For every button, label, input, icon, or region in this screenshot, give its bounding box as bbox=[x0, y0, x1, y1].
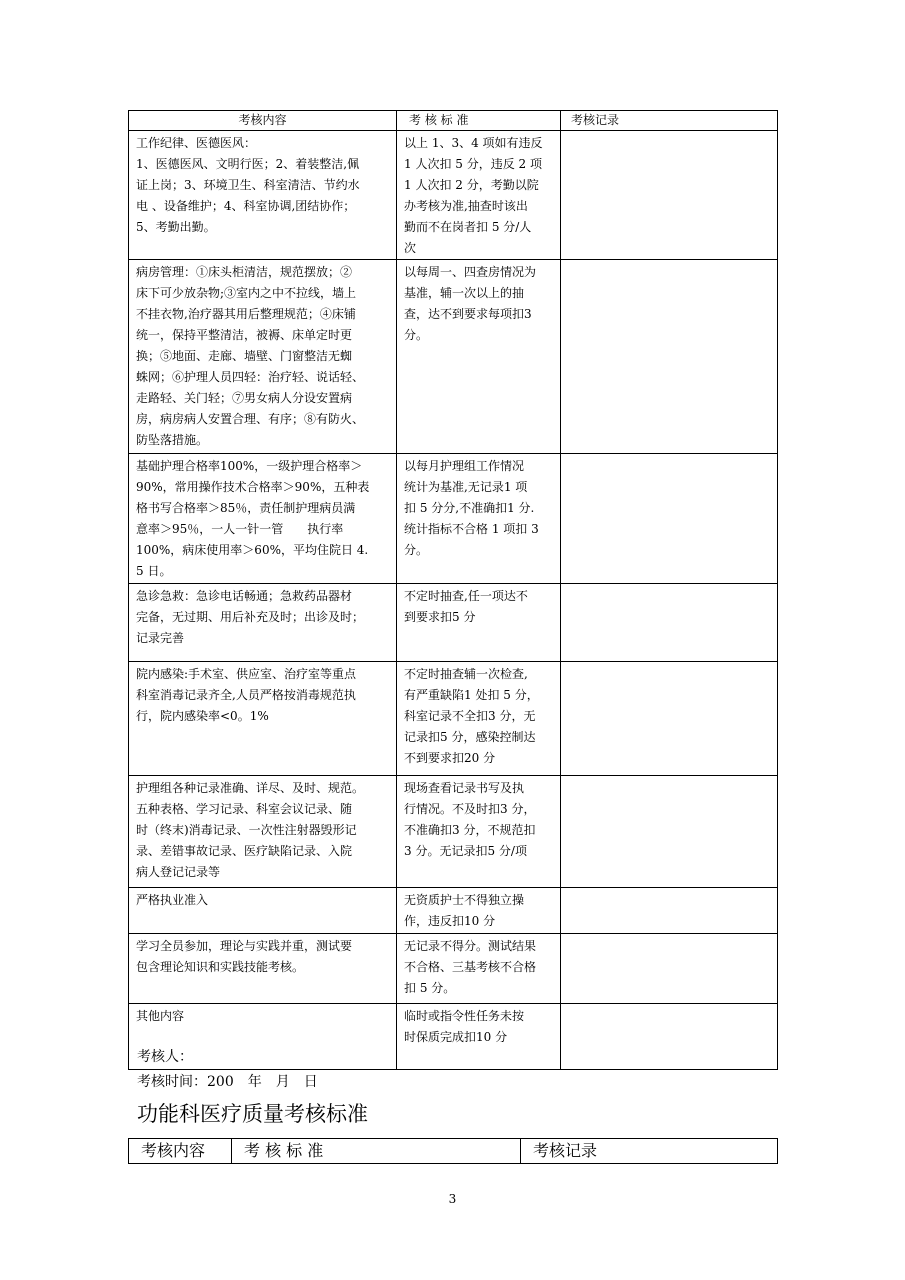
assessment-table bbox=[128, 110, 778, 1070]
record-cell[interactable] bbox=[561, 131, 778, 260]
sub-table-header-row bbox=[129, 1139, 778, 1164]
standard-cell bbox=[397, 776, 561, 888]
content-cell bbox=[129, 584, 397, 662]
assessment-time: 考核时间：200 年 月 日 bbox=[137, 1074, 318, 1090]
standard-cell bbox=[397, 662, 561, 776]
content-cell-line: 证上岗；3、环境卫生、科室清洁、节约水 bbox=[136, 178, 360, 192]
standard-cell-line: 有严重缺陷1 处扣 5 分， bbox=[404, 688, 539, 702]
standard-cell-line: 办考核为准,抽查时该出 bbox=[404, 199, 528, 213]
standard-cell-line: 分。 bbox=[404, 328, 429, 342]
standard-cell-line: 扣 5 分。 bbox=[404, 981, 456, 995]
standard-cell-line: 作，违反扣10 分 bbox=[404, 914, 496, 928]
content-cell-line: 5、考勤出勤。 bbox=[136, 220, 216, 234]
standard-cell-line: 以每周一、四查房情况为 bbox=[404, 265, 537, 279]
standard-cell-line: 勤而不在岗者扣 5 分/人 bbox=[404, 220, 532, 234]
standard-cell-line: 基准，辅一次以上的抽 bbox=[404, 286, 525, 300]
record-cell[interactable] bbox=[561, 260, 778, 454]
standard-cell-line: 统计为基准,无记录1 项 bbox=[404, 480, 528, 494]
standard-cell bbox=[397, 934, 561, 1004]
assessor-label: 考核人： bbox=[137, 1049, 193, 1065]
content-cell-line: 5 日。 bbox=[136, 564, 172, 578]
sub-assessment-table bbox=[128, 1138, 778, 1164]
content-cell-line: 90%，常用操作技术合格率＞90%，五种表 bbox=[136, 480, 370, 494]
content-cell-line: 记录完善 bbox=[136, 631, 185, 645]
standard-cell-line: 1 人次扣 5 分，违反 2 项 bbox=[404, 157, 542, 171]
standard-cell bbox=[397, 454, 561, 584]
content-cell-line: 录、差错事故记录、医疗缺陷记录、入院 bbox=[136, 844, 353, 858]
table-row bbox=[129, 934, 778, 1004]
content-cell-line: 严格执业准入 bbox=[136, 893, 209, 907]
content-cell-line: 急诊急救：急诊电话畅通；急救药品器材 bbox=[136, 589, 353, 603]
content-cell-line: 完备，无过期、用后补充及时；出诊及时； bbox=[136, 610, 365, 624]
standard-cell-line: 以上 1、3、4 项如有违反 bbox=[404, 136, 543, 150]
record-cell[interactable] bbox=[561, 1004, 778, 1070]
table-row bbox=[129, 662, 778, 776]
content-cell-line: 床下可少放杂物;③室内之中不拉线，墙上 bbox=[136, 286, 357, 300]
content-cell-line: 学习全员参加，理论与实践并重，测试要 bbox=[136, 939, 353, 953]
content-cell bbox=[129, 260, 397, 454]
content-cell-line: 病房管理：①床头柜清洁，规范摆放；② bbox=[136, 265, 353, 279]
header-record: 考核记录 bbox=[561, 111, 778, 131]
content-cell-line: 格书写合格率＞85％，责任制护理病员满 bbox=[136, 501, 356, 515]
standard-cell-line: 扣 5 分分,不准确扣1 分. bbox=[404, 501, 535, 515]
content-cell-line: 换；⑤地面、走廊、墙壁、门窗整洁无蜘 bbox=[136, 349, 353, 363]
standard-cell-line: 无资质护士不得独立操 bbox=[404, 893, 525, 907]
standard-cell bbox=[397, 131, 561, 260]
content-cell-line: 院内感染:手术室、供应室、治疗室等重点 bbox=[136, 667, 357, 681]
standard-cell-line: 不定时抽查辅一次检查, bbox=[404, 667, 528, 681]
standard-cell bbox=[397, 584, 561, 662]
standard-cell-line: 到要求扣5 分 bbox=[404, 610, 476, 624]
standard-cell-line: 现场查看记录书写及执 bbox=[404, 781, 525, 795]
content-cell-line: 护理组各种记录准确、详尽、及时、规范。 bbox=[136, 781, 365, 795]
table-header-row bbox=[129, 111, 778, 131]
table-row bbox=[129, 1004, 778, 1070]
record-cell[interactable] bbox=[561, 454, 778, 584]
content-cell-line: 走路轻、关门轻；⑦男女病人分设安置病 bbox=[136, 391, 353, 405]
content-cell bbox=[129, 776, 397, 888]
standard-cell-line: 临时或指令性任务未按 bbox=[404, 1009, 525, 1023]
content-cell-line: 电 、设备维护；4、科室协调,团结协作； bbox=[136, 199, 356, 213]
content-cell bbox=[129, 888, 397, 934]
content-cell-line: 时（终末)消毒记录、一次性注射器毁形记 bbox=[136, 823, 357, 837]
standard-cell bbox=[397, 1004, 561, 1070]
content-cell-line: 包含理论知识和实践技能考核。 bbox=[136, 960, 305, 974]
table-row bbox=[129, 454, 778, 584]
content-cell-line: 不挂衣物,治疗器其用后整理规范；④床铺 bbox=[136, 307, 356, 321]
standard-cell-line: 记录扣5 分，感染控制达 bbox=[404, 730, 536, 744]
sub-header-record: 考核记录 bbox=[521, 1139, 778, 1164]
content-cell bbox=[129, 454, 397, 584]
content-cell-line: 100%，病床使用率＞60%，平均住院日 4. bbox=[136, 543, 369, 557]
content-cell-line: 科室消毒记录齐全,人员严格按消毒规范执 bbox=[136, 688, 356, 702]
content-cell bbox=[129, 934, 397, 1004]
content-cell bbox=[129, 131, 397, 260]
standard-cell-line: 统计指标不合格 1 项扣 3 bbox=[404, 522, 539, 536]
record-cell[interactable] bbox=[561, 776, 778, 888]
section-title: 功能科医疗质量考核标准 bbox=[137, 1102, 368, 1126]
record-cell[interactable] bbox=[561, 888, 778, 934]
standard-cell-line: 3 分。无记录扣5 分/项 bbox=[404, 844, 527, 858]
content-cell-line: 1、医德医风、文明行医；2、着装整洁,佩 bbox=[136, 157, 360, 171]
content-cell-line: 意率＞95％，一人一针一管 执行率 bbox=[136, 522, 344, 536]
standard-cell-line: 分。 bbox=[404, 543, 429, 557]
record-cell[interactable] bbox=[561, 584, 778, 662]
standard-cell-line: 不定时抽查,任一项达不 bbox=[404, 589, 528, 603]
content-cell-line: 房，病房病人安置合理、有序；⑧有防火、 bbox=[136, 412, 365, 426]
standard-cell-line: 1 人次扣 2 分，考勤以院 bbox=[404, 178, 539, 192]
standard-cell-line: 行情况。不及时扣3 分， bbox=[404, 802, 536, 816]
table-row bbox=[129, 776, 778, 888]
page-number: 3 bbox=[448, 1192, 457, 1206]
content-cell-line: 五种表格、学习记录、科室会议记录、随 bbox=[136, 802, 353, 816]
standard-cell-line: 查，达不到要求每项扣3 bbox=[404, 307, 532, 321]
table-row bbox=[129, 584, 778, 662]
record-cell[interactable] bbox=[561, 934, 778, 1004]
table-row bbox=[129, 260, 778, 454]
content-cell-line: 行，院内感染率<0。1% bbox=[136, 709, 269, 723]
sub-header-standard: 考 核 标 准 bbox=[232, 1139, 521, 1164]
header-content: 考核内容 bbox=[129, 111, 397, 131]
standard-cell-line: 不准确扣3 分，不规范扣 bbox=[404, 823, 536, 837]
content-cell-line: 工作纪律、医德医风： bbox=[136, 136, 257, 150]
table-row bbox=[129, 131, 778, 260]
header-standard: 考 核 标 准 bbox=[397, 111, 561, 131]
standard-cell-line: 时保质完成扣10 分 bbox=[404, 1030, 508, 1044]
standard-cell-line: 不到要求扣20 分 bbox=[404, 751, 496, 765]
table-body bbox=[129, 131, 778, 1070]
standard-cell bbox=[397, 888, 561, 934]
content-cell-line: 统一，保持平整清洁，被褥、床单定时更 bbox=[136, 328, 353, 342]
standard-cell-line: 次 bbox=[404, 241, 417, 255]
standard-cell-line: 无记录不得分。测试结果 bbox=[404, 939, 537, 953]
content-cell-line: 病人登记记录等 bbox=[136, 865, 221, 879]
content-cell-line: 基础护理合格率100%，一级护理合格率＞ bbox=[136, 459, 363, 473]
standard-cell bbox=[397, 260, 561, 454]
content-cell bbox=[129, 662, 397, 776]
content-cell-line: 其他内容 bbox=[136, 1009, 185, 1023]
content-cell-line: 蛛网；⑥护理人员四轻：治疗轻、说话轻、 bbox=[136, 370, 365, 384]
record-cell[interactable] bbox=[561, 662, 778, 776]
standard-cell-line: 以每月护理组工作情况 bbox=[404, 459, 525, 473]
sub-header-content: 考核内容 bbox=[129, 1139, 232, 1164]
standard-cell-line: 科室记录不全扣3 分，无 bbox=[404, 709, 536, 723]
standard-cell-line: 不合格、三基考核不合格 bbox=[404, 960, 537, 974]
content-cell-line: 防坠落措施。 bbox=[136, 433, 209, 447]
table-row bbox=[129, 888, 778, 934]
